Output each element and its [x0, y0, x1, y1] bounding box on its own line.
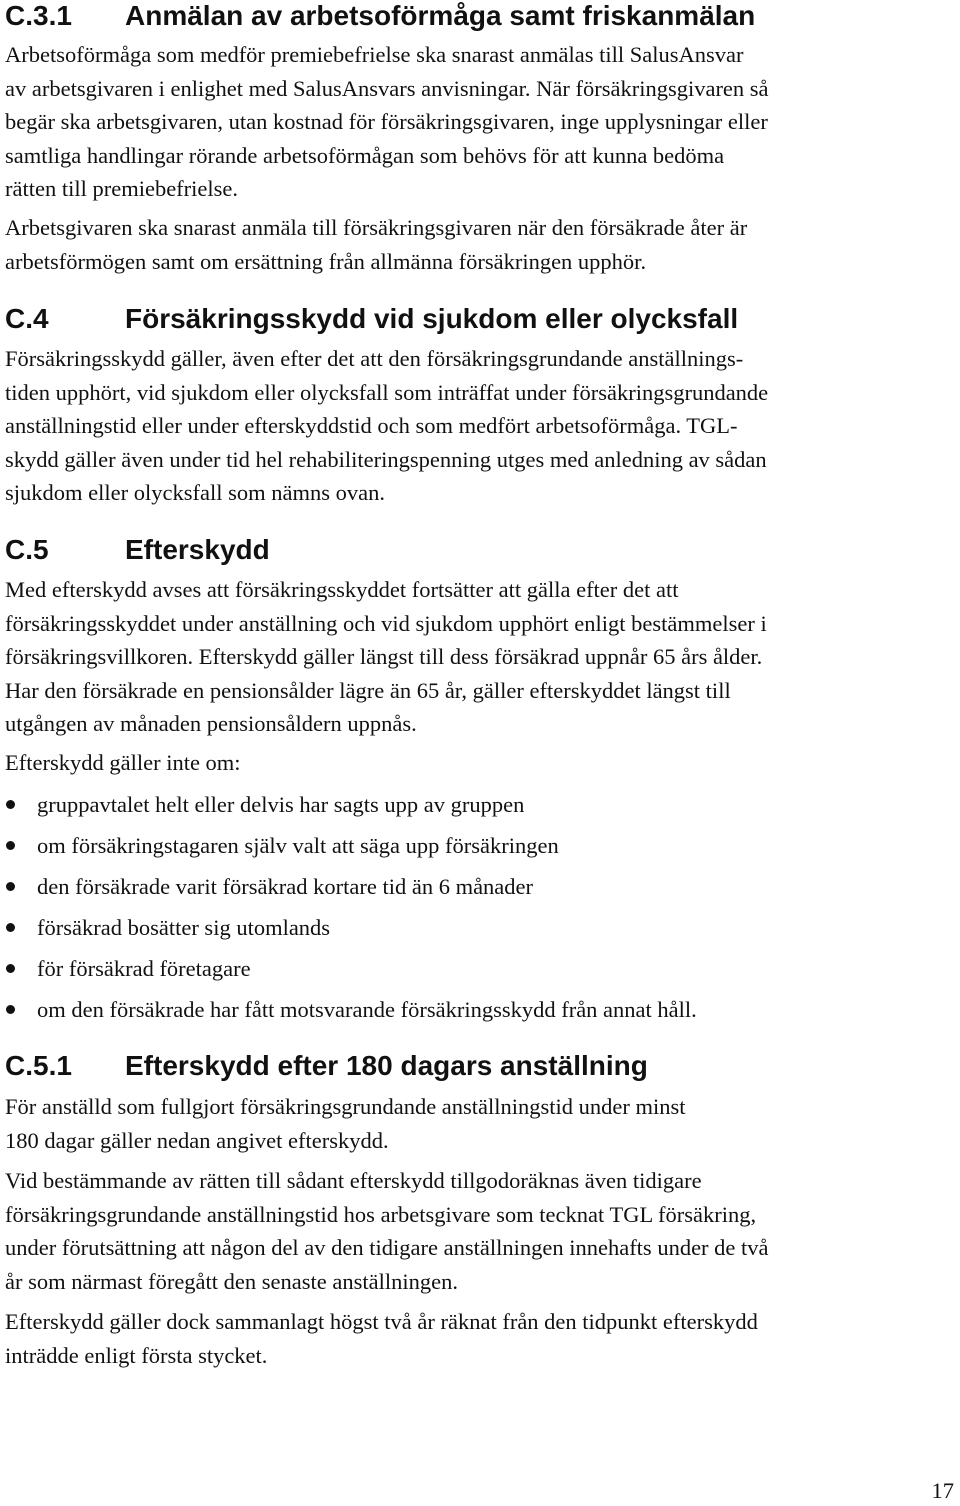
text-line: av arbetsgivaren i enlighet med SalusAnsvars anvisningar. När försäkringsgivaren så	[5, 75, 769, 101]
text-line: Med efterskydd avses att försäkringsskyddet fortsätter att gälla efter det att	[5, 577, 679, 602]
paragraph	[5, 342, 768, 510]
section-number: C.5	[5, 534, 49, 565]
list-item-text: försäkrad bosätter sig utomlands	[37, 915, 331, 940]
list-item	[5, 952, 697, 993]
paragraph	[5, 1164, 769, 1298]
bullet-icon	[6, 1005, 15, 1014]
text-line: under förutsättning att någon del av den tidigare anställningen innehafts under de två	[5, 1235, 769, 1260]
paragraph	[5, 38, 769, 206]
text-line: samtliga handlingar rörande arbetsoförmågan som behövs för att kunna bedöma	[5, 142, 725, 168]
text-line: rätten till premiebefrielse.	[5, 176, 239, 201]
list-item	[5, 870, 697, 911]
text-line: försäkringsgrundande anställningstid hos arbetsgivare som tecknat TGL försäkring,	[5, 1201, 757, 1227]
section-title: Efterskydd	[125, 534, 270, 565]
bullet-icon	[6, 800, 15, 809]
bullet-icon	[6, 923, 15, 932]
bullet-icon	[6, 964, 15, 973]
paragraph	[5, 1090, 686, 1157]
text-line: Efterskydd gäller inte om:	[5, 750, 241, 775]
text-line: sjukdom eller olycksfall som nämns ovan.	[5, 480, 385, 505]
list-item	[5, 993, 697, 1034]
section-title: Anmälan av arbetsoförmåga samt friskanmälan	[125, 0, 756, 31]
text-line: För anställd som fullgjort försäkringsgrundande anställningstid under minst	[5, 1094, 686, 1119]
text-line: Försäkringsskydd gäller, även efter det att den försäkringsgrundande anställnings-	[5, 346, 744, 371]
section-title: Efterskydd efter 180 dagars anställning	[125, 1050, 648, 1081]
list-item	[5, 829, 697, 870]
paragraph	[5, 746, 241, 780]
paragraph	[5, 1305, 758, 1372]
list-item-text: om den försäkrade har fått motsvarande försäkringsskydd från annat håll.	[37, 997, 697, 1022]
text-line: anställningstid eller under efterskyddstid och som medfört arbetsoförmåga. TGL-	[5, 413, 738, 438]
list-item-text: för försäkrad företagare	[37, 956, 251, 981]
text-line: Har den försäkrade en pensionsålder lägre än 65 år, gäller efterskyddet längst till	[5, 677, 731, 703]
list-item-text: den försäkrade varit försäkrad kortare tid än 6 månader	[37, 874, 534, 899]
list-item-text: om försäkringstagaren själv valt att säga upp försäkringen	[37, 833, 559, 858]
exclusion-list	[5, 788, 697, 1034]
page-number: 17	[931, 1478, 954, 1503]
text-line: arbetsförmögen samt om ersättning från allmänna försäkringen upphör.	[5, 248, 647, 274]
bullet-icon	[6, 882, 15, 891]
text-line: Efterskydd gäller dock sammanlagt högst två år räknat från den tidpunkt efterskydd	[5, 1309, 758, 1334]
section-number: C.3.1	[5, 0, 72, 31]
paragraph	[5, 211, 747, 278]
bullet-icon	[6, 841, 15, 850]
text-line: 180 dagar gäller nedan angivet efterskydd.	[5, 1127, 389, 1153]
text-line: Vid bestämmande av rätten till sådant efterskydd tillgodoräknas även tidigare	[5, 1168, 702, 1193]
text-line: inträdde enligt första stycket.	[5, 1342, 268, 1368]
paragraph	[5, 573, 767, 741]
text-line: Arbetsgivaren ska snarast anmäla till försäkringsgivaren när den försäkrade åter är	[5, 215, 748, 240]
list-item	[5, 788, 697, 829]
text-line: försäkringsskyddet under anställning och vid sjukdom upphört enligt bestämmelser i	[5, 610, 767, 636]
text-line: tiden upphört, vid sjukdom eller olycksfall som inträffat under försäkringsgrundande	[5, 379, 769, 405]
text-line: år som närmast föregått den senaste anställningen.	[5, 1268, 458, 1294]
text-line: begär ska arbetsgivaren, utan kostnad för försäkringsgivaren, inge upplysningar eller	[5, 109, 768, 134]
text-line: Arbetsoförmåga som medför premiebefrielse ska snarast anmälas till SalusAnsvar	[5, 42, 744, 67]
text-line: försäkringsvillkoren. Efterskydd gäller längst till dess försäkrad uppnår 65 års ålder.	[5, 644, 763, 669]
section-title: Försäkringsskydd vid sjukdom eller olycksfall	[125, 303, 739, 334]
text-line: skydd gäller även under tid hel rehabiliteringspenning utges med anledning av sådan	[5, 446, 767, 472]
list-item	[5, 911, 697, 952]
section-number: C.5.1	[5, 1050, 72, 1081]
section-number: C.4	[5, 303, 49, 334]
text-line: utgången av månaden pensionsåldern uppnås.	[5, 711, 417, 736]
list-item-text: gruppavtalet helt eller delvis har sagts upp av gruppen	[37, 792, 525, 817]
